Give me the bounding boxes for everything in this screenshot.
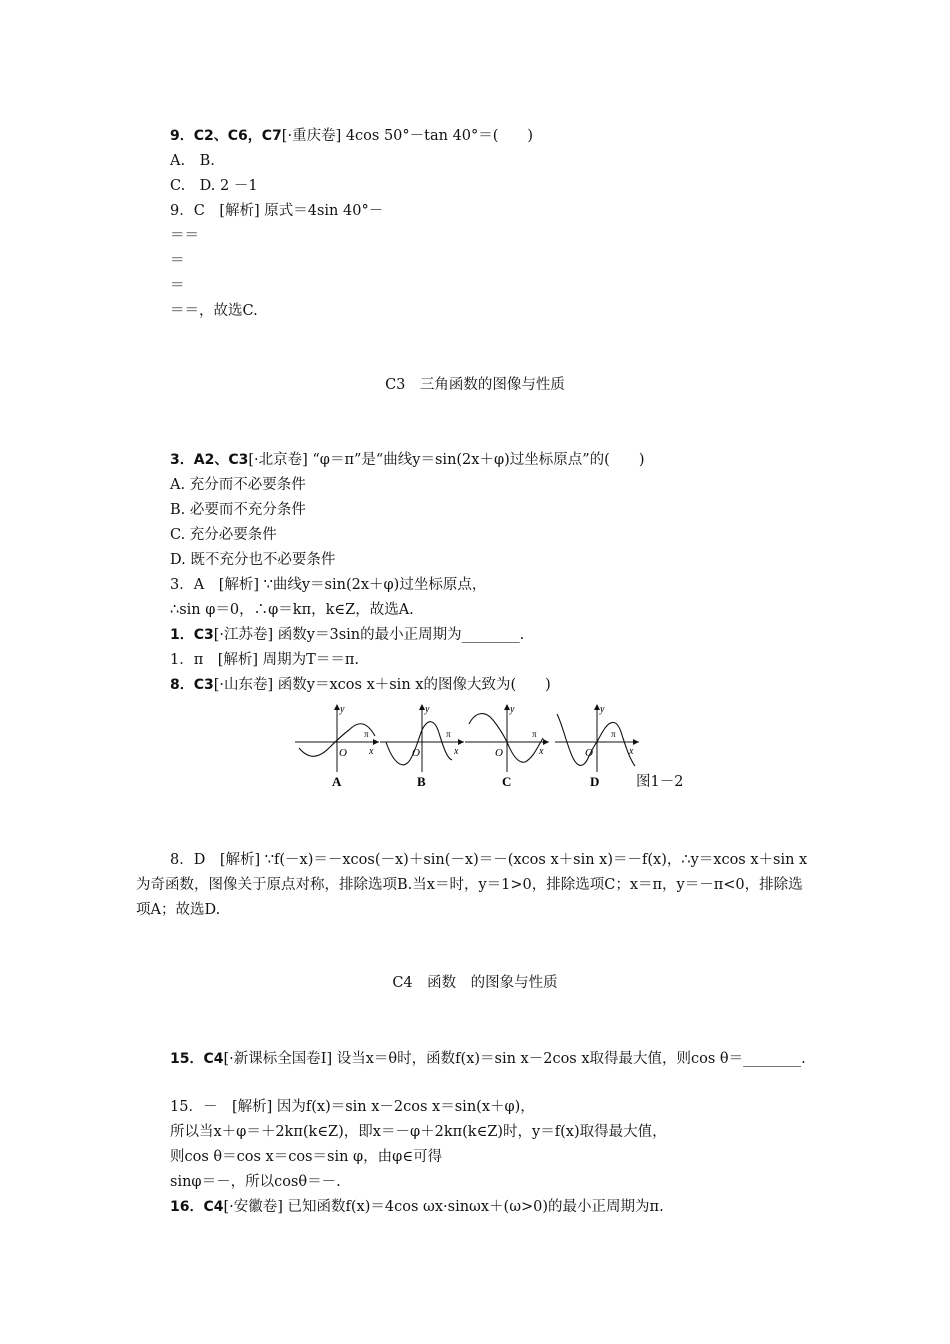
graph-b-pi: π <box>446 729 451 739</box>
graph-c-y-label: y <box>510 704 515 715</box>
q9-stem <box>170 126 533 146</box>
section-heading-c4: C4 函数 的图象与性质 <box>392 975 558 991</box>
q9-options-ab: A. B. <box>170 153 215 169</box>
q16-tag: 16．C4 <box>170 1199 224 1215</box>
q9-answer-line2: ＝＝ <box>170 228 199 244</box>
q3-option-d: D. 既不充分也不必要条件 <box>170 552 336 568</box>
graph-d-curve <box>557 714 635 766</box>
graph-b-origin: O <box>412 747 420 759</box>
graph-b-x-arrow <box>458 739 464 745</box>
q15-stem-text: [·新课标全国卷Ⅰ] 设当x＝θ时，函数f(x)＝sin x－2cos x取得最大值，则cos θ＝________. <box>223 1051 806 1067</box>
graph-b <box>380 704 464 789</box>
q9-answer-line5: ＝＝，故选C. <box>170 303 258 319</box>
q9-options-cd: C. D. 2 －1 <box>170 178 258 194</box>
q15-stem <box>136 1047 816 1072</box>
q9-answer-line1: 9．C [解析] 原式＝4sin 40°－ <box>170 203 384 219</box>
graph-a <box>295 704 379 789</box>
q1-stem-text: [·江苏卷] 函数y＝3sin的最小正周期为________. <box>213 627 525 643</box>
q15-answer-line3: 则cos θ＝cos x＝cos＝sin φ，由φ∈可得 <box>170 1149 443 1165</box>
q3-tag: 3．A2、C3 <box>170 452 249 468</box>
q8-stem <box>170 675 551 695</box>
graph-b-y-label: y <box>425 704 430 715</box>
graph-c-label: C <box>502 774 512 789</box>
q3-stem <box>170 450 645 470</box>
graph-c-x-arrow <box>543 739 549 745</box>
q9-answer-line4: ＝ <box>170 278 185 294</box>
q16-stem-text: [·安徽卷] 已知函数f(x)＝4cos ωx·sinωx＋(ω>0)的最小正周期为π. <box>223 1199 664 1215</box>
graph-d-label: D <box>590 774 600 789</box>
graph-c-pi: π <box>532 729 537 739</box>
section-heading-c3: C3 三角函数的图像与性质 <box>385 377 565 393</box>
q3-answer-line2: ∴sin φ＝0，∴φ＝kπ，k∈Z，故选A. <box>170 602 414 618</box>
q8-figure-caption: 图1－2 <box>636 774 684 790</box>
q3-answer-line1: 3．A [解析] ∵曲线y＝sin(2x＋φ)过坐标原点， <box>170 577 487 593</box>
graph-c <box>465 704 549 789</box>
q15-answer-line4: sinφ＝－，所以cosθ＝－. <box>170 1174 341 1190</box>
graph-a-x-arrow <box>373 739 379 745</box>
q3-option-c: C. 充分必要条件 <box>170 527 277 543</box>
graph-a-label: A <box>332 774 342 789</box>
q3-option-a: A. 充分而不必要条件 <box>170 477 306 493</box>
graph-d-pi: π <box>611 729 616 739</box>
graph-a-pi: π <box>364 729 369 739</box>
graph-d-x-arrow <box>633 739 639 745</box>
graph-b-x-label: x <box>454 746 459 757</box>
q8-stem-text: [·山东卷] 函数y＝xcos x＋sin x的图像大致为( ) <box>213 677 551 693</box>
q3-option-b: B. 必要而不充分条件 <box>170 502 306 518</box>
q15-answer-line1: 15．－ [解析] 因为f(x)＝sin x－2cos x＝sin(x＋φ)， <box>170 1099 535 1115</box>
graph-a-y-label: y <box>340 704 345 715</box>
graph-a-origin: O <box>339 747 347 759</box>
q1-answer: 1．π [解析] 周期为T＝＝π. <box>170 652 359 668</box>
q9-tag: 9．C2、C6，C7 <box>170 128 282 144</box>
graph-c-origin: O <box>495 747 503 759</box>
graph-d-origin: O <box>585 747 593 759</box>
q15-answer-line2: 所以当x＋φ＝＋2kπ(k∈Z)，即x＝－φ＋2kπ(k∈Z)时，y＝f(x)取得最大值， <box>170 1124 667 1140</box>
graph-d <box>555 704 639 789</box>
graph-a-x-label: x <box>369 746 374 757</box>
q9-stem-text: [·重庆卷] 4cos 50°－tan 40°＝( ) <box>281 128 534 144</box>
q3-stem-text: [·北京卷] “φ＝π”是“曲线y＝sin(2x＋φ)过坐标原点”的( ) <box>248 452 645 468</box>
q16-stem <box>170 1197 664 1217</box>
q1-stem <box>170 625 524 645</box>
q8-answer: 8．D [解析] ∵f(－x)＝－xcos(－x)＋sin(－x)＝－(xcos x＋sin x)＝－f(x)，∴y＝xcos x＋sin x为奇函数，图像关于原点对称，排除选项B.当x＝时，y＝1>0，排除选项C；x＝π，y＝－π<0，排除选项A；故选D. <box>136 852 808 918</box>
graph-b-label: B <box>417 774 426 789</box>
graph-d-x-label: x <box>629 746 634 757</box>
q9-answer-line3: ＝ <box>170 253 185 269</box>
q1-tag: 1．C3 <box>170 627 214 643</box>
graph-c-x-label: x <box>539 746 544 757</box>
q15-tag: 15．C4 <box>170 1051 224 1067</box>
q8-tag: 8．C3 <box>170 677 214 693</box>
graph-d-y-label: y <box>600 704 605 715</box>
